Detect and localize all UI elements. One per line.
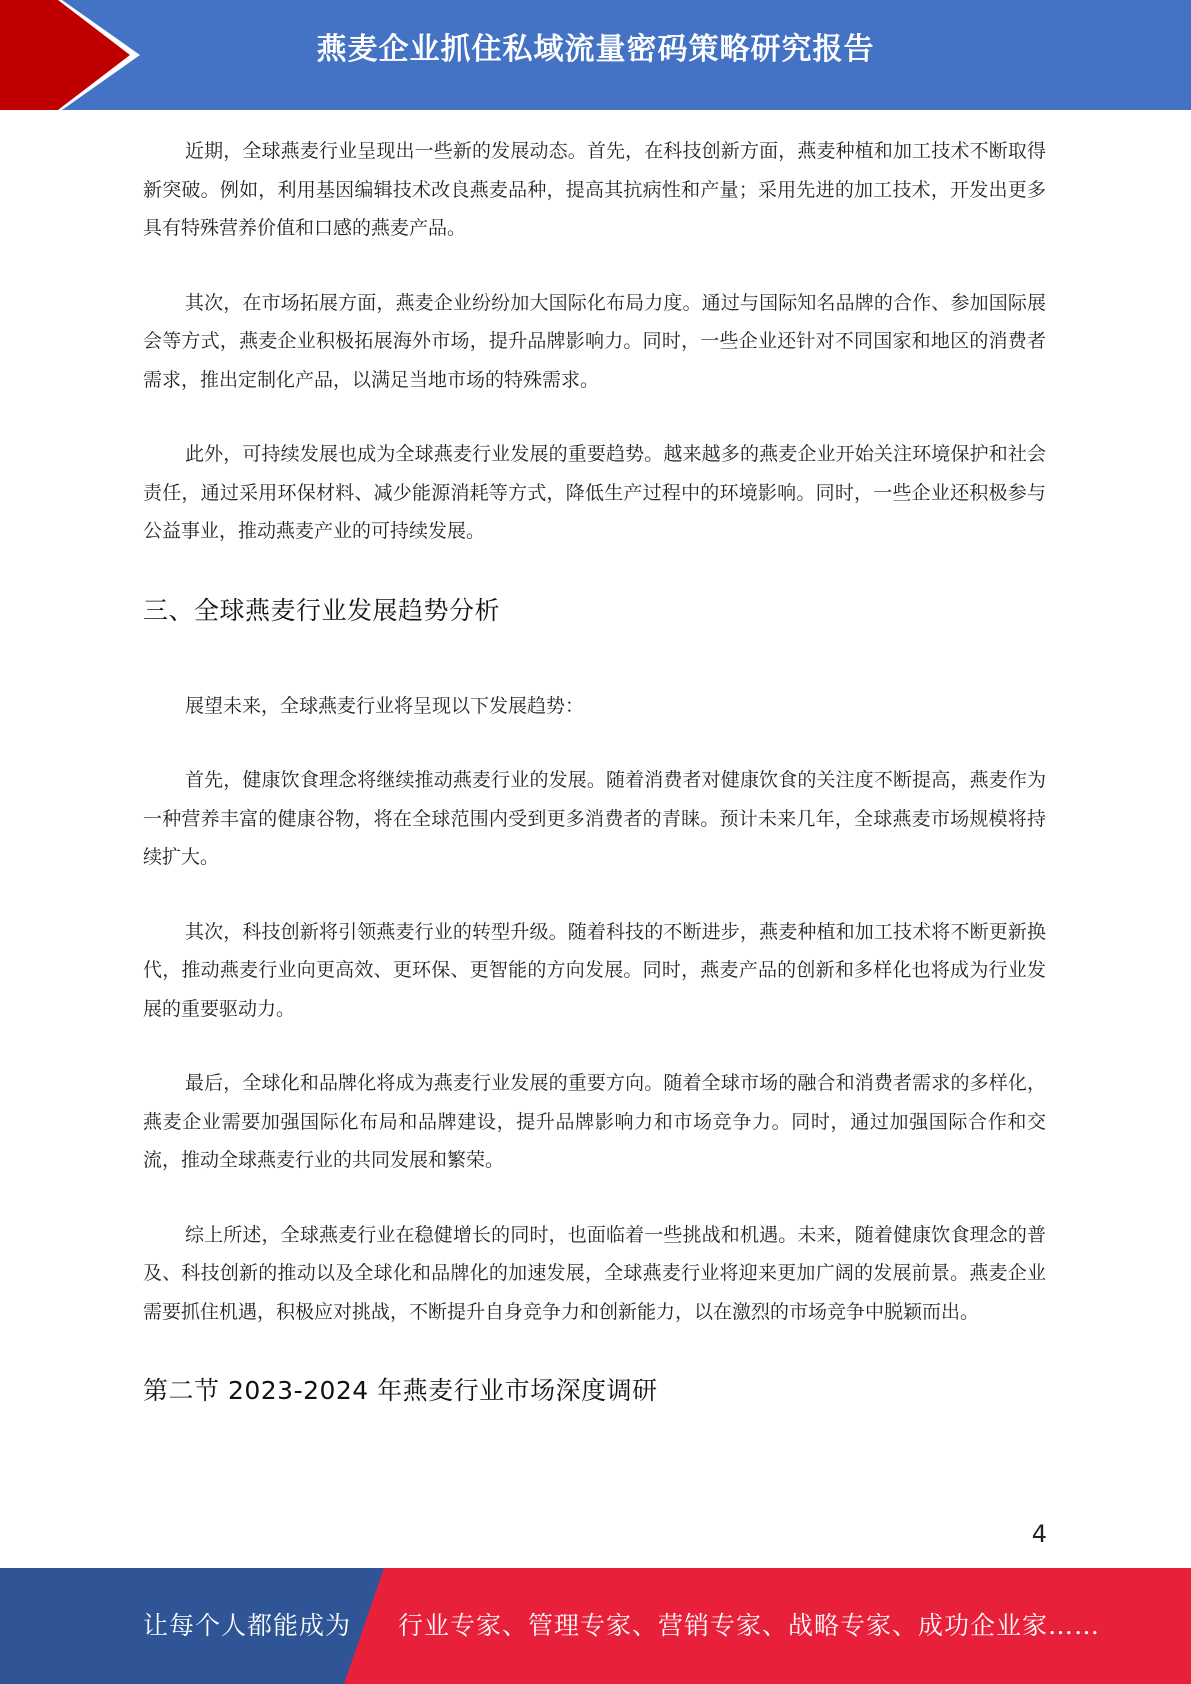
paragraph: 其次，科技创新将引领燕麦行业的转型升级。随着科技的不断进步，燕麦种植和加工技术将不断更新换代，推动燕麦行业向更高效、更环保、更智能的方向发展。同时，燕麦产品的创新和多样化也将成为行业发展的重要驱动力。 [143,920,1046,1020]
paragraph: 综上所述，全球燕麦行业在稳健增长的同时，也面临着一些挑战和机遇。未来，随着健康饮食理念的普及、科技创新的推动以及全球化和品牌化的加速发展，全球燕麦行业将迎来更加广阔的发展前景。燕麦企业需要抓住机遇，积极应对挑战，不断提升自身竞争力和创新能力，以在激烈的市场竞争中脱颖而出。 [143,1223,1046,1323]
document-body [143,132,1046,1467]
paragraph: 近期，全球燕麦行业呈现出一些新的发展动态。首先，在科技创新方面，燕麦种植和加工技术不断取得新突破。例如，利用基因编辑技术改良燕麦品种，提高其抗病性和产量；采用先进的加工技术，开发出更多具有特殊营养价值和口感的燕麦产品。 [143,140,1046,239]
paragraph: 最后，全球化和品牌化将成为燕麦行业发展的重要方向。随着全球市场的融合和消费者需求的多样化，燕麦企业需要加强国际化布局和品牌建设，提升品牌影响力和市场竞争力。同时，通过加强国际合作和交流，推动全球燕麦行业的共同发展和繁荣。 [143,1072,1046,1171]
page-number: 4 [1031,1520,1047,1548]
paragraph: 展望未来，全球燕麦行业将呈现以下发展趋势： [185,694,585,717]
page-footer [0,1568,1191,1684]
paragraph: 首先，健康饮食理念将继续推动燕麦行业的发展。随着消费者对健康饮食的关注度不断提高，燕麦作为一种营养丰富的健康谷物，将在全球范围内受到更多消费者的青睐。预计未来几年，全球燕麦市场规模将持续扩大。 [143,769,1046,868]
paragraph: 此外，可持续发展也成为全球燕麦行业发展的重要趋势。越来越多的燕麦企业开始关注环境保护和社会责任，通过采用环保材料、减少能源消耗等方式，降低生产过程中的环境影响。同时，一些企业还积极参与公益事业，推动燕麦产业的可持续发展。 [143,443,1046,542]
page-header [0,0,1191,110]
report-title: 燕麦企业抓住私域流量密码策略研究报告 [316,32,875,67]
paragraph: 其次，在市场拓展方面，燕麦企业纷纷加大国际化布局力度。通过与国际知名品牌的合作、参加国际展会等方式，燕麦企业积极拓展海外市场，提升品牌影响力。同时，一些企业还针对不同国家和地区的消费者需求，推出定制化产品，以满足当地市场的特殊需求。 [143,291,1046,391]
footer-slogan-left: 让每个人都能成为 [143,1611,352,1640]
section-heading: 三、全球燕麦行业发展趋势分析 [143,595,501,625]
footer-slogan-right: 行业专家、管理专家、营销专家、战略专家、成功企业家…… [398,1611,1101,1640]
subsection-heading: 第二节 2023-2024 年燕麦行业市场深度调研 [143,1376,658,1405]
